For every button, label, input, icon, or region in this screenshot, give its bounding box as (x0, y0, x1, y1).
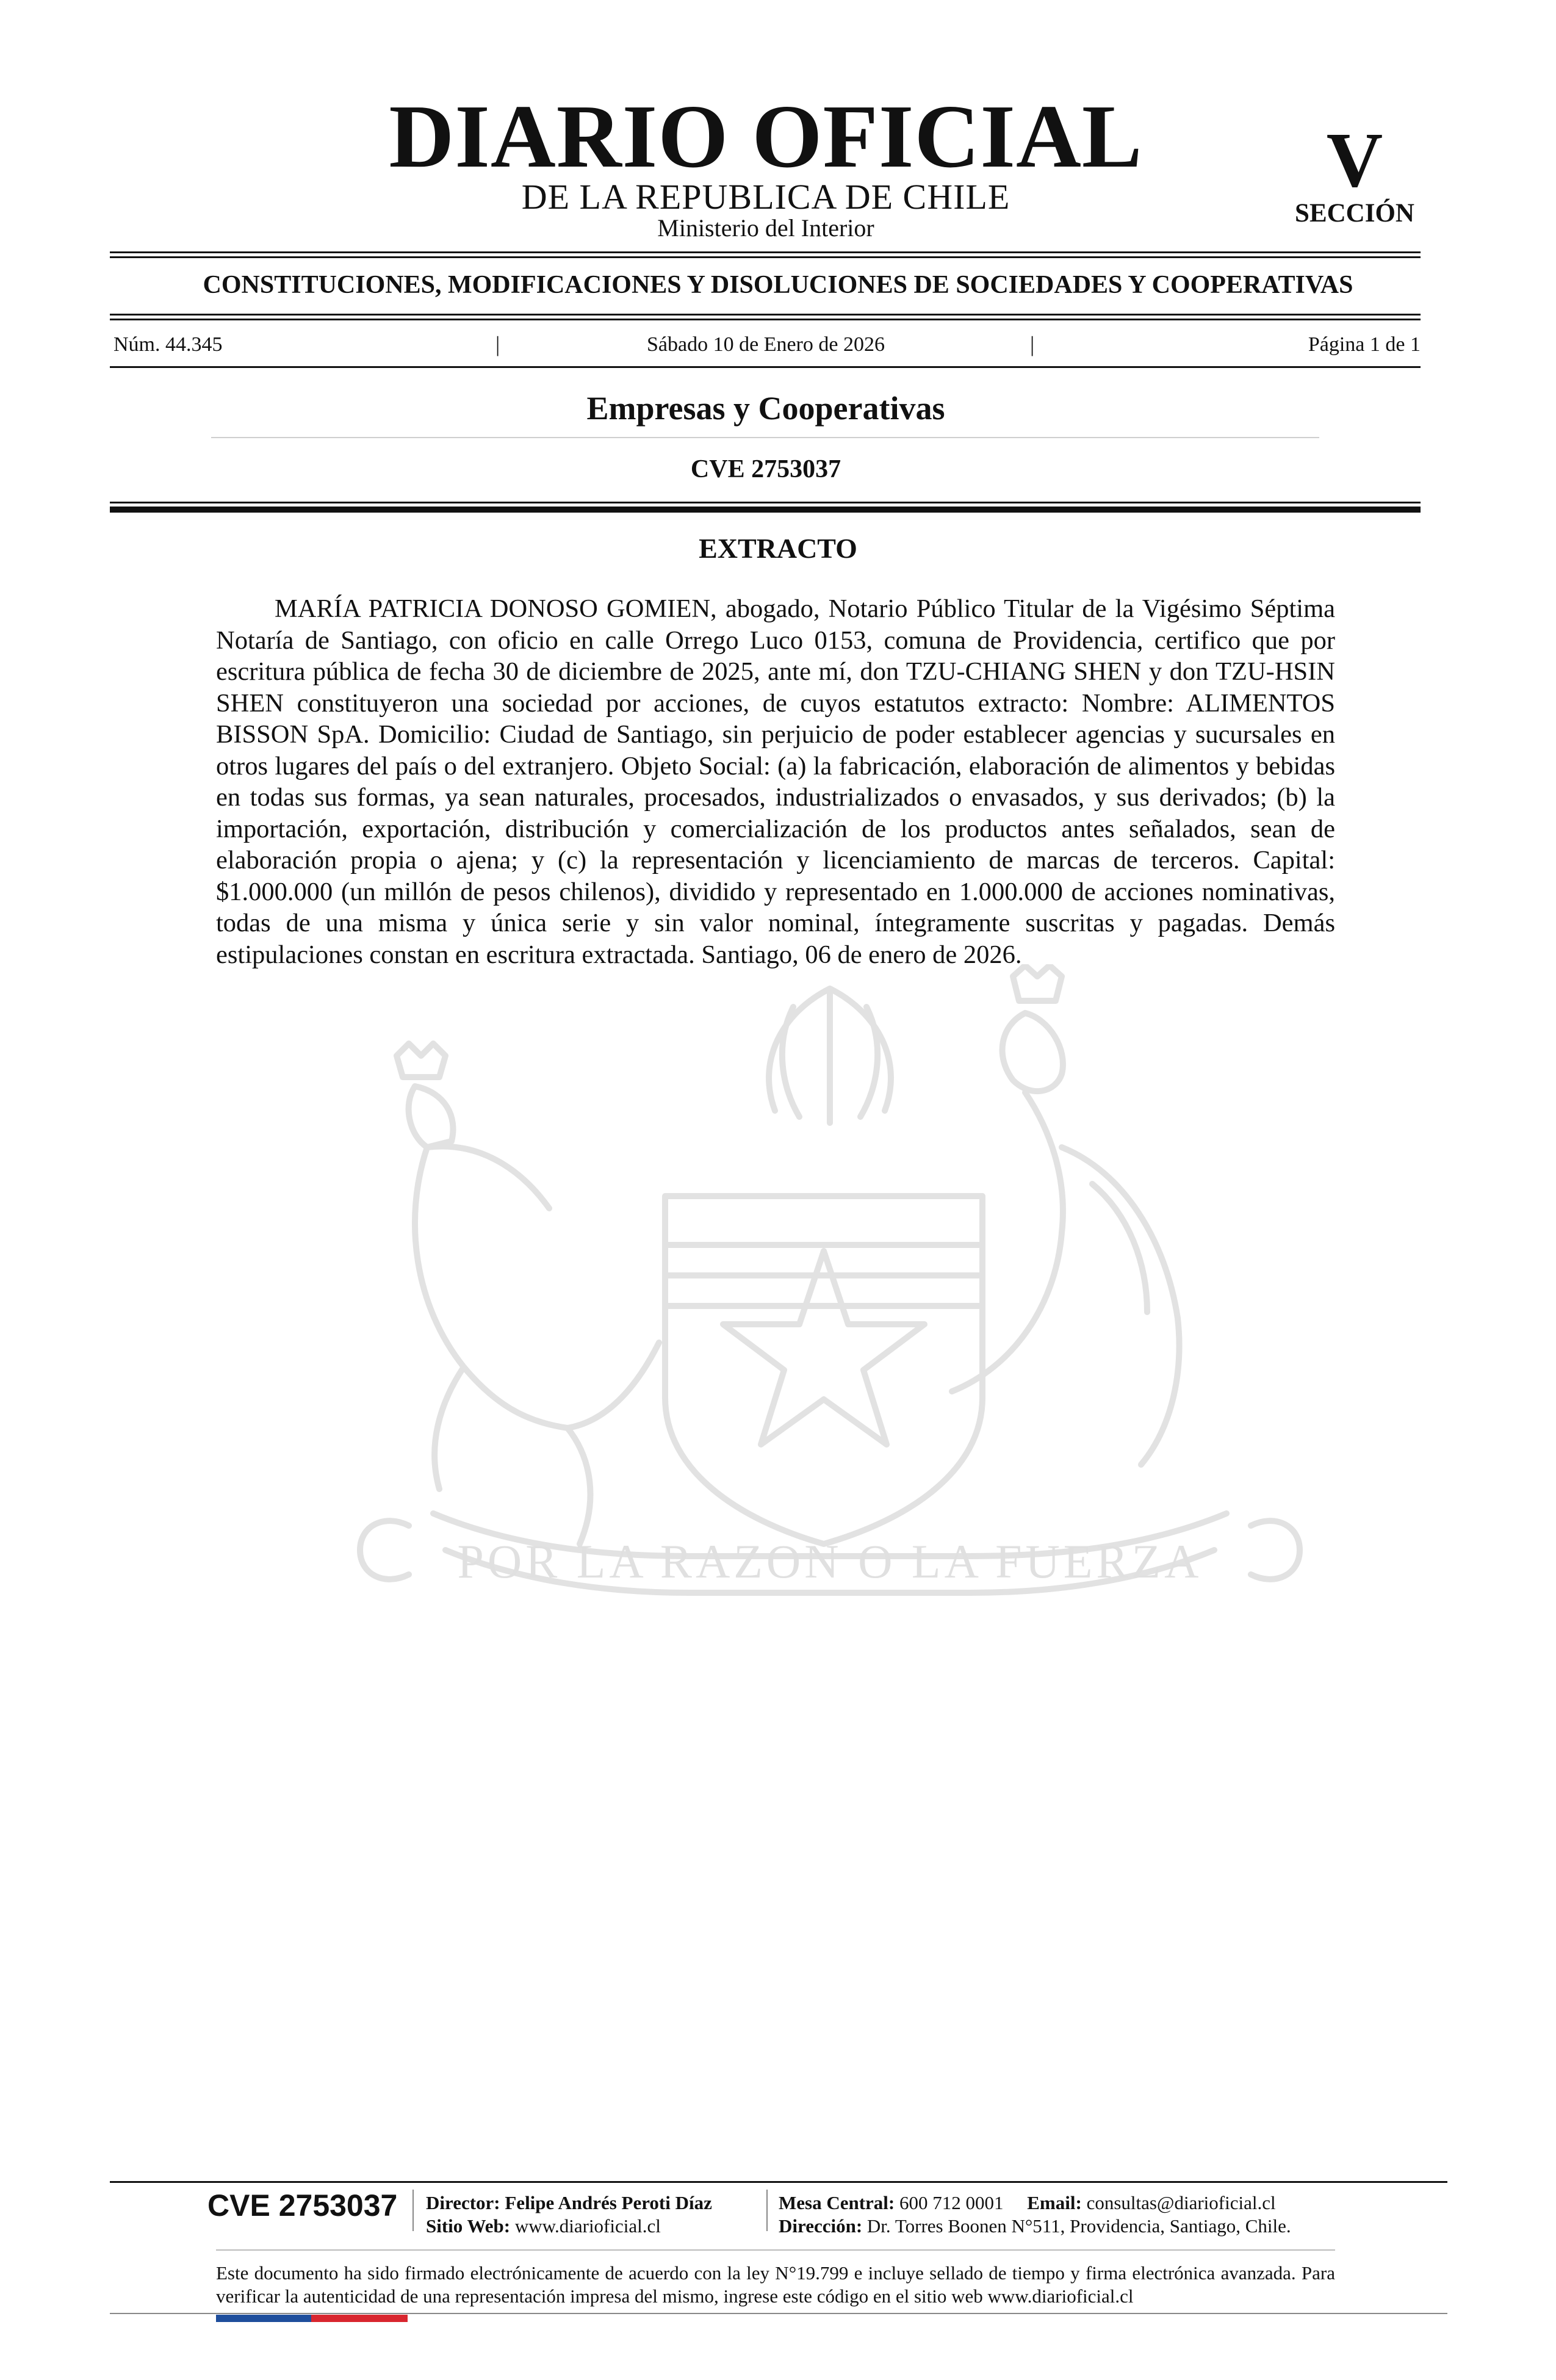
footer-director-label: Director: (426, 2192, 500, 2213)
footer-email-label: Email: (1027, 2192, 1082, 2213)
watermark-motto: POR LA RAZON O LA FUERZA (457, 1535, 1203, 1588)
section-heading: Empresas y Cooperativas (586, 390, 945, 427)
extract-body: MARÍA PATRICIA DONOSO GOMIEN, abogado, Notario Público Titular de la Vigésimo Séptima Notaría de Santiago, con oficio en calle Orrego Luco 0153, comuna de Providencia, certifico que por escritura pública de fecha 30 de diciembre de 2025, ante mí, don TZU-CHIANG SHEN y don TZU-HSIN SHEN constituyeron una sociedad por acciones, de cuyos estatutos extracto: Nombre: ALIMENTOS BISSON SpA. Domicilio: Ciudad de Santiago, sin perjuicio de poder establecer agencias y sucursales en otros lugares del país o del extranjero. Objeto Social: (a) la fabricación, elaboración de alimentos y bebidas en todas sus formas, ya sean naturales, procesados, industrializados o envasados, y sus derivados; (b) la importación, exportación, distribución y comercialización de los productos antes señalados, sean de elaboración propia o ajena; y (c) la representación y licenciamiento de marcas de terceros. Capital: $1.000.000 (un millón de pesos chilenos), dividido y representado en 1.000.000 de acciones nominativas, todas de una misma y única serie y sin valor nominal, íntegramente suscritas y pagadas. Demás estipulaciones constan en escritura extractada. Santiago, 06 de enero de 2026. (216, 594, 1335, 969)
footer-disclaimer: Este documento ha sido firmado electrónicamente de acuerdo con la ley N°19.799 e incluye sellado de tiempo y firma electrónica avanzada. Para verificar la autenticidad de una representación impresa del mismo, ingrese este código en el sitio web www.diarioficial.cl (216, 2262, 1335, 2307)
footer-contact (779, 2193, 1276, 2212)
cve-rule-thick (110, 507, 1421, 513)
footer-address-value: Dr. Torres Boonen N°511, Providencia, Santiago, Chile. (866, 2215, 1291, 2237)
coat-of-arms-watermark (323, 964, 1336, 1648)
category-rule-bottom-2 (110, 319, 1421, 320)
masthead-subtitle: DE LA REPUBLICA DE CHILE (521, 177, 1010, 217)
issue-separator: | (495, 332, 500, 356)
footer-divider (766, 2190, 768, 2231)
extract-title: EXTRACTO (699, 533, 857, 564)
footer-mesa-value: 600 712 0001 (899, 2192, 1004, 2213)
masthead-title: DIARIO OFICIAL (389, 87, 1143, 187)
footer-mesa-label: Mesa Central: (779, 2192, 895, 2213)
issue-page: Página 1 de 1 (1308, 333, 1421, 356)
section-label: SECCIÓN (1295, 199, 1414, 228)
footer-website (426, 2216, 661, 2235)
footer-address (779, 2216, 1291, 2235)
header-rule-top-2 (110, 256, 1421, 258)
section-letter: V (1326, 117, 1383, 203)
issue-number: Núm. 44.345 (113, 333, 223, 356)
footer-email-value[interactable]: consultas@diarioficial.cl (1086, 2192, 1276, 2213)
flag-stripe-red (311, 2315, 408, 2322)
masthead-ministry: Ministerio del Interior (657, 214, 874, 242)
header-rule-top (110, 251, 1421, 253)
issue-date: Sábado 10 de Enero de 2026 (647, 333, 885, 356)
footer-address-label: Dirección: (779, 2215, 863, 2237)
category-title: CONSTITUCIONES, MODIFICACIONES Y DISOLUCIONES DE SOCIEDADES Y COOPERATIVAS (203, 271, 1353, 299)
issue-separator: | (1030, 332, 1035, 356)
footer-cve-code: CVE 2753037 (207, 2188, 398, 2223)
footer-rule-bottom (110, 2313, 1447, 2314)
footer-director-value: Felipe Andrés Peroti Díaz (505, 2192, 712, 2213)
section-heading-rule (211, 437, 1319, 438)
footer-website-label: Sitio Web: (426, 2215, 511, 2237)
footer-website-value[interactable]: www.diarioficial.cl (514, 2215, 661, 2237)
footer-divider (412, 2190, 414, 2231)
cve-rule-thin (110, 502, 1421, 503)
flag-stripe-blue (216, 2315, 311, 2322)
footer-rule-top (110, 2181, 1447, 2183)
cve-code: CVE 2753037 (690, 455, 841, 483)
category-rule-bottom (110, 314, 1421, 316)
issue-rule-bottom (110, 366, 1421, 368)
footer-director (426, 2193, 712, 2212)
footer-rule-middle (216, 2249, 1335, 2251)
